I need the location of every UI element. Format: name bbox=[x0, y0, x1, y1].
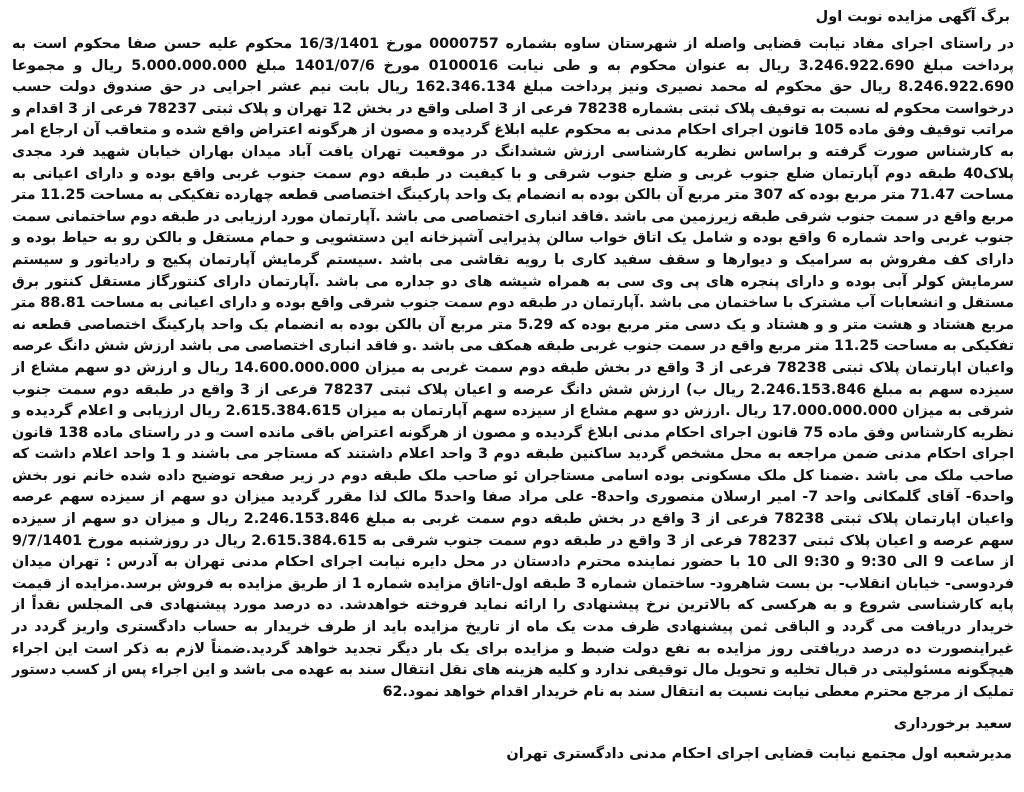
notice-body: در راستای اجرای مفاد نیابت قضایی واصله از شهرستان ساوه بشماره 0000757 مورخ 16/3/1401 محکوم علیه حسن صفا محکوم است به پرداخت مبلغ 3.246.922.690 ریال به عنوان محکوم به و طی نیابت 0100016 مورخ 1401/07/6 مبلغ 5.000.000.000 ریال و مجموعا 8.246.922.690 ریال حق محکوم له محمد نصیری ونیز پرداخت مبلغ 162.346.134 ریال بابت نیم عشر اجرایی در حق صندوق دولت حسب درخواست محکوم له نسبت به توقیف پلاک ثبتی بشماره 78238 فرعی از 3 اصلی واقع در بخش 12 تهران و پلاک ثبتی 78237 فرعی از 3 اقدام و مراتب توقیف وفق ماده 105 قانون اجرای احکام مدنی به محکوم علیه ابلاغ گردیده و مصون از هرگونه اعتراض واقع شده و متعاقب آن ارجاع امر به کارشناس صورت گرفته و براساس نظریه کارشناسی ارزش ششدانگ در موقعیت تهران یافت آباد میدان بهاران خیابان شهید فرد مجدی پلاک40 طبقه دوم آپارتمان ضلع جنوب غربی و ضلع جنوب شرقی و با کیفیت در طبقه دوم سمت جنوب غربی واقع بوده و دارای اعیانی به مساحت 71.47 متر مربع بوده که 307 متر مربع آن بالکن بوده به انضمام یک واحد پارکینگ اختصاصی قطعه چهارده تفکیکی به مساحت 11.25 متر مربع واقع در سمت جنوب شرقی طبقه زیرزمین می باشد .فاقد انباری اختصاصی می باشد .آپارتمان مورد ارزیابی در طبقه دوم ساختمانی سمت جنوب غربی واحد شماره 6 واقع بوده و شامل یک اتاق خواب سالن پذیرایی آشپزخانه این دستشویی و حمام مستقل و بالکن رو به حیاط بوده و دارای کف مفروش به سرامیک و دیوارها و سقف سفید کاری با رویه نقاشی می باشد .سیستم گرمایش آپارتمان پکیج و رادیاتور و سیستم سرمایش کولر آبی بوده و دارای پنجره های پی وی سی به همراه شیشه های دو جداره می باشد .آپارتمان دارای کنتورگاز مستقل کنتور برق مستقل و انشعابات آب مشترک با ساختمان می باشد .آپارتمان در طبقه دوم سمت جنوب شرقی واقع بوده و دارای اعیانی به مساحت 88.81 متر مربع هشتاد و هشت متر و و هشتاد و یک دسی متر مربع بوده که 5.29 متر مربع آن بالکن بوده به انضمام یک واحد پارکینگ اختصاصی قطعه نه تفکیکی به مساحت 11.25 متر مربع واقع در سمت جنوب غربی طبقه همکف می باشد .و فاقد انباری اختصاصی می باشد ارزش شش دانگ عرصه واعیان اپارتمان پلاک ثبتی 78238 فرعی از 3 واقع در بخش طبقه دوم سمت غربی به میزان 14.600.000.000 ریال و ارزش دو سهم مشاع از سیزده سهم به مبلغ 2.246.153.846 ریال ب) ارزش شش دانگ عرصه و اعیان پلاک ثبتی 78237 فرعی از 3 واقع در طبقه دوم سمت جنوب شرقی به میزان 17.000.000.000 ریال .ارزش دو سهم مشاع از سیزده سهم آپارتمان به میزان 2.615.384.615 ریال ارزیابی و اعلام گردیده و نظریه کارشناس وفق ماده 75 قانون اجرای احکام مدنی ابلاغ گردیده و مصون از هرگونه اعتراض باقی مانده است و در راستای ماده 138 قانون اجرای احکام مدنی ضمن مراجعه به محل مشخص گردید ساکنین طبقه دوم 3 واحد اعلام داشتند که مستاجر می باشند و 1 واحد اعلام داشت که صاحب ملک می باشد .ضمنا کل ملک مسکونی بوده اسامی مستاجران ئو صاحب ملک طبقه دوم در زیر صفحه توضیح داده شده خانم نور بخش واحد6- آقای گلمکانی واحد 7- امیر ارسلان منصوری واحد8- علی مراد صفا واحد5 مالک لذا مقرر گردید میزان دو سهم از سیزده سهم عرصه واعیان اپارتمان پلاک ثبتی 78238 فرعی از 3 واقع در بخش طبقه دوم سمت غربی به مبلغ 2.246.153.846 ریال و میزان دو سهم از سیزده سهم عرصه و اعیان پلاک ثبتی 78237 فرعی از 3 واقع در طبقه دوم سمت جنوب شرقی به 2.615.384.615 ریال در روزشنبه مورخ 9/7/1401 از ساعت 9 الی 9:30 و 9:30 الی 10 با حضور نماینده محترم دادستان در محل دایره نیابت اجرای احکام مدنی تهران به آدرس : تهران میدان فردوسی- خیابان انقلاب- بن بست شاهرود- ساختمان شماره 3 طبقه اول-اتاق مزایده شماره 1 از طریق مزایده به فروش برسد.مزایده از قیمت پایه کارشناسی شروع و به هرکسی که بالاترین نرخ پیشنهادی را ارائه نماید فروخته خواهدشد. ده درصد مورد پیشنهادی فی المجلس نقداً از خریدار دریافت می گردد و الباقی ثمن پیشنهادی ظرف مدت یک ماه از تاریخ مزایده باید از طرف خریدار به حساب دادگستری واریز گردد در غیراینصورت ده درصد دریافتی روز مزایده به نفع دولت ضبط و مزایده برای یک بار دیگر تجدید خواهد گردید.ضمناً لازم به ذکر است این اجراء هیچگونه مسئولیتی در قبال تخلیه و تحویل مال توقیفی ندارد و کلیه هزینه های نقل انتقال سند به عهده می باشد و این اجراء پس از کسب دستور تملیک از مرجع محترم معطی نیابت نسبت به انتقال سند به نام خریدار اقدام خواهد نمود.62 bbox=[12, 36, 1015, 700]
notice-title: برگ آگهی مزایده نوبت اول bbox=[815, 9, 1010, 25]
signer-name: سعید برخورداری bbox=[893, 716, 1012, 733]
auction-notice bbox=[8, 6, 1016, 792]
signer-title: مدیرشعبه اول مجتمع نیابت قضایی اجرای احکام مدنی دادگستری تهران bbox=[506, 746, 1012, 763]
